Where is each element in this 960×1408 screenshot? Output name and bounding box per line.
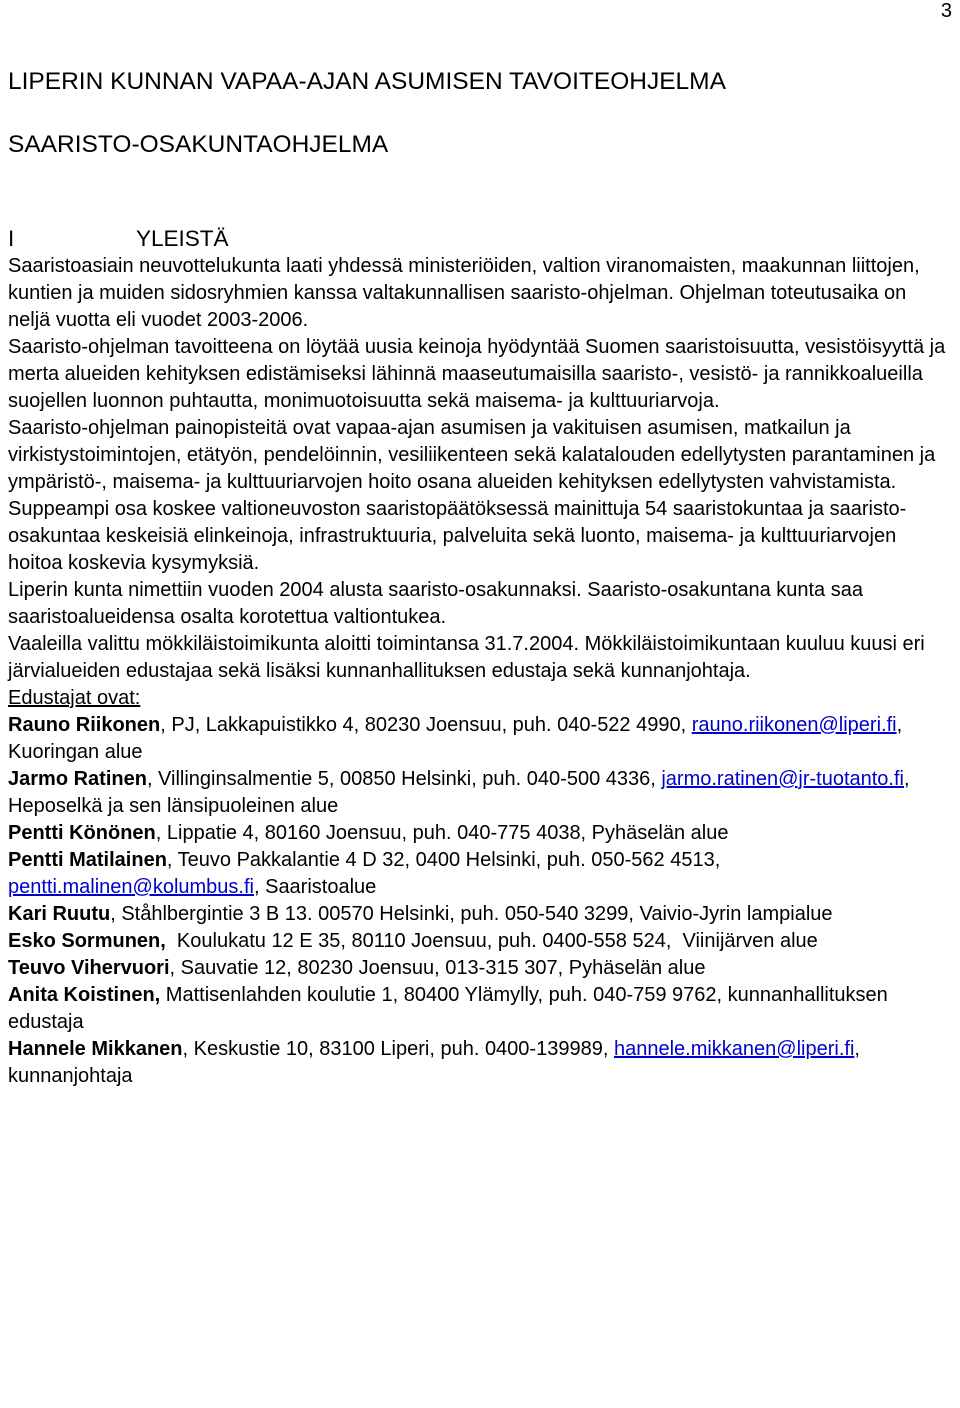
representative-name: Rauno Riikonen xyxy=(8,714,161,736)
representative-entry xyxy=(8,1036,954,1090)
representative-entry xyxy=(8,847,954,901)
representative-entry xyxy=(8,928,954,955)
email-link[interactable]: rauno.riikonen@liperi.fi xyxy=(691,714,897,736)
representative-area: , kunnanjohtaja xyxy=(8,1038,860,1087)
representative-area: , Kuoringan alue xyxy=(8,714,903,763)
representative-details: , Teuvo Pakkalantie 4 D 32, 0400 Helsinki, puh. 050-562 4513, xyxy=(166,849,721,871)
representatives-heading: Edustajat ovat: xyxy=(8,687,141,709)
representative-entry xyxy=(8,955,954,982)
document-title: LIPERIN KUNNAN VAPAA-AJAN ASUMISEN TAVOITEOHJELMA xyxy=(8,68,726,95)
section-title: YLEISTÄ xyxy=(136,226,229,251)
representative-name: Pentti Könönen xyxy=(8,822,156,844)
representative-name: Teuvo Vihervuori xyxy=(8,957,170,979)
representative-name: Kari Ruutu xyxy=(8,903,111,925)
document-body xyxy=(8,66,954,1090)
representative-entry xyxy=(8,712,954,766)
section-heading xyxy=(8,225,954,253)
email-link[interactable]: jarmo.ratinen@jr-tuotanto.fi xyxy=(661,768,904,790)
email-link[interactable]: pentti.malinen@kolumbus.fi xyxy=(8,876,254,898)
paragraph: Liperin kunta nimettiin vuoden 2004 alusta saaristo-osakunnaksi. Saaristo-osakuntana kunta saa saaristoalueidensa osalta korotettua valtiontukea. xyxy=(8,579,863,628)
paragraph: Vaaleilla valittu mökkiläistoimikunta aloitti toimintansa 31.7.2004. Mökkiläistoimikuntaan kuuluu kuusi eri järvialueiden edustajaa sekä lisäksi kunnanhallituksen edustaja sekä kunnanjohtaja. xyxy=(8,633,925,682)
section-number: I xyxy=(8,226,15,251)
representative-details: , PJ, Lakkapuistikko 4, 80230 Joensuu, puh. 040-522 4990, xyxy=(160,714,687,736)
representative-entry xyxy=(8,982,954,1036)
representative-details: , Sauvatie 12, 80230 Joensuu, 013-315 307, Pyhäselän alue xyxy=(169,957,706,979)
representative-entry xyxy=(8,766,954,820)
representative-entry xyxy=(8,901,954,928)
representative-name: Esko Sormunen, xyxy=(8,930,166,952)
representative-name: Jarmo Ratinen xyxy=(8,768,147,790)
representative-details: , Villinginsalmentie 5, 00850 Helsinki, puh. 040-500 4336, xyxy=(146,768,656,790)
paragraph: Saaristo-ohjelman tavoitteena on löytää uusia keinoja hyödyntää Suomen saaristoisuutta, vesistöisyyttä ja merta alueiden kehityksen edistämiseksi lähinnä maaseutumaisilla saaristo-, vesistö- ja rannikkoalueilla suojellen luonnon puhtautta, monimuotoisuutta sekä maisema- ja kulttuuriarvoja. xyxy=(8,336,946,412)
representative-area: , Heposelkä ja sen länsipuoleinen alue xyxy=(8,768,910,817)
representative-area: , Saaristoalue xyxy=(253,876,377,898)
document-subtitle: SAARISTO-OSAKUNTAOHJELMA xyxy=(8,131,389,158)
paragraph: Saaristo-ohjelman painopisteitä ovat vapaa-ajan asumisen ja vakituisen asumisen, matkailun ja virkistystoimintojen, etätyön, pendelöinnin, vesiliikenteen sekä kalatalouden edellytysten parantaminen ja ympäristö-, maisema- ja kulttuuriarvojen hoito osana alueiden kehityksen edellytysten vahvistamista. Suppeampi osa koskee valtioneuvoston saaristopäätöksessä mainittuja 54 saaristokuntaa ja saaristo-osakuntaa keskeisiä elinkeinoja, infrastruktuuria, palveluita sekä luonto, maisema- ja kulttuuriarvojen hoitoa koskevia kysymyksiä. xyxy=(8,417,936,574)
representative-name: Hannele Mikkanen xyxy=(8,1038,183,1060)
email-link[interactable]: hannele.mikkanen@liperi.fi xyxy=(613,1038,855,1060)
representative-details: , Ståhlbergintie 3 B 13. 00570 Helsinki, puh. 050-540 3299, Vaivio-Jyrin lampialue xyxy=(110,903,833,925)
representative-details: Mattisenlahden koulutie 1, 80400 Ylämylly, puh. 040-759 9762, kunnanhallituksen edustaja xyxy=(8,984,888,1033)
paragraph: Saaristoasiain neuvottelukunta laati yhdessä ministeriöiden, valtion viranomaisten, maakunnan liittojen, kuntien ja muiden sidosryhmien kanssa valtakunnallisen saaristo-ohjelman. Ohjelman toteutusaika on neljä vuotta eli vuodet 2003-2006. xyxy=(8,255,920,331)
representative-details: , Keskustie 10, 83100 Liperi, puh. 0400-139989, xyxy=(182,1038,609,1060)
representative-entry xyxy=(8,820,954,847)
representative-details: , Lippatie 4, 80160 Joensuu, puh. 040-775 4038, Pyhäselän alue xyxy=(155,822,729,844)
page-number: 3 xyxy=(940,0,952,22)
representative-details: Koulukatu 12 E 35, 80110 Joensuu, puh. 0400-558 524, Viinijärven alue xyxy=(165,930,818,952)
representative-name: Pentti Matilainen xyxy=(8,849,167,871)
representative-name: Anita Koistinen, xyxy=(8,984,161,1006)
